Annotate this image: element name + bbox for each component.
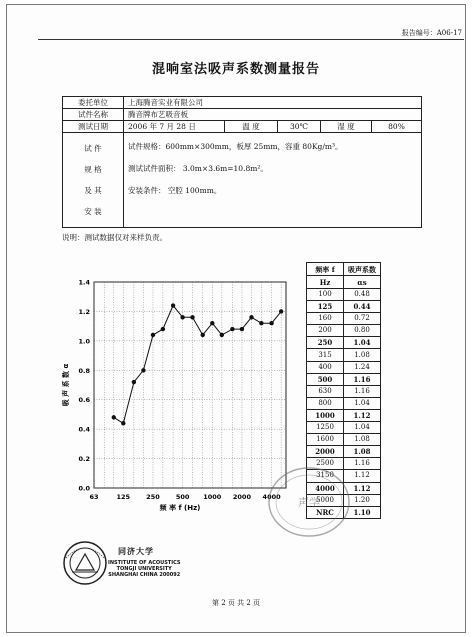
table-row <box>307 409 381 421</box>
institute-line-3: SHANGHAI CHINA 200092 <box>108 572 181 578</box>
data-point <box>279 309 283 313</box>
data-point <box>171 303 175 307</box>
freq-cell: 1250 <box>307 422 344 434</box>
freq-cell: 2000 <box>307 446 344 458</box>
data-point <box>269 321 273 325</box>
conditions-label <box>63 133 124 228</box>
coef-cell: 1.04 <box>344 422 381 434</box>
y-tick-label: 0.2 <box>78 455 90 464</box>
freq-cell: 160 <box>307 313 344 325</box>
freq-cell: 315 <box>307 349 344 361</box>
table-row <box>307 349 381 361</box>
data-point <box>249 315 253 319</box>
freq-cell: 1000 <box>307 409 344 421</box>
y-tick-label: 1.0 <box>78 337 90 346</box>
note-text: 说明：测试数据仅对来样负责。 <box>62 233 167 242</box>
table-row <box>307 397 381 409</box>
table-row <box>307 385 381 397</box>
data-point <box>132 380 136 384</box>
institute-line-2: TONGJI UNIVERSITY <box>116 566 172 572</box>
stamp-text: 声学 <box>298 496 320 509</box>
sample-label: 试件名称 <box>63 109 124 121</box>
cond-label-1: 试 件 <box>84 144 102 153</box>
x-tick-label: 250 <box>146 493 160 501</box>
spec-text: 试件规格：600mm×300mm，板厚 25mm，容重 80Kg/m³。 <box>128 142 343 151</box>
table-row <box>307 289 381 301</box>
coef-cell: 1.20 <box>344 494 381 506</box>
coef-cell: 1.08 <box>344 446 381 458</box>
table-row <box>307 422 381 434</box>
y-tick-label: 0.6 <box>78 396 90 405</box>
table-row <box>307 325 381 337</box>
data-point <box>141 368 145 372</box>
coef-header: 吸声系数 <box>344 263 381 276</box>
coef-cell: 0.44 <box>344 301 381 313</box>
coef-cell: 1.12 <box>344 482 381 494</box>
absorption-chart <box>56 262 296 524</box>
coef-symbol: αs <box>344 276 381 289</box>
freq-cell: 4000 <box>307 482 344 494</box>
client-value: 上海腾音实业有限公司 <box>124 97 422 109</box>
institute-line-1: INSTITUTE OF ACOUSTICS <box>108 560 181 566</box>
freq-cell: 125 <box>307 301 344 313</box>
freq-cell: 250 <box>307 337 344 349</box>
coef-cell: 1.12 <box>344 409 381 421</box>
data-point <box>180 315 184 319</box>
series-line <box>114 306 281 424</box>
freq-cell: 400 <box>307 361 344 373</box>
x-tick-label: 2000 <box>232 493 251 501</box>
x-tick-label: 1000 <box>203 493 222 501</box>
coef-cell: 1.16 <box>344 373 381 385</box>
y-tick-label: 1.4 <box>78 278 90 287</box>
table-row <box>307 434 381 446</box>
x-tick-label: 125 <box>116 493 131 501</box>
freq-cell: 5000 <box>307 494 344 506</box>
freq-unit: Hz <box>307 276 344 289</box>
coef-cell: 1.08 <box>344 349 381 361</box>
sample-value: 腾音牌布艺吸音板 <box>124 109 422 121</box>
freq-cell: 500 <box>307 373 344 385</box>
y-axis-label: 吸 声 系 数 α <box>62 363 70 407</box>
x-axis-label: 频 率 f (Hz) <box>159 504 201 512</box>
coef-cell: 1.08 <box>344 434 381 446</box>
x-tick-label: 4000 <box>262 493 281 501</box>
freq-cell: 800 <box>307 397 344 409</box>
data-point <box>112 415 116 419</box>
table-row <box>307 361 381 373</box>
humidity-label: 湿 度 <box>321 121 372 133</box>
mount-text: 安装条件： 空腔 100mm。 <box>128 186 222 195</box>
data-point <box>190 315 194 319</box>
y-tick-label: 0.4 <box>78 425 90 434</box>
coef-cell: 0.80 <box>344 325 381 337</box>
coef-cell: 1.24 <box>344 361 381 373</box>
x-tick-label: 500 <box>175 493 190 501</box>
coef-cell: 0.72 <box>344 313 381 325</box>
freq-cell: 200 <box>307 325 344 337</box>
freq-cell: 2500 <box>307 458 344 470</box>
freq-header: 频率 f <box>307 263 344 276</box>
page-footer: 第 2 页 共 2 页 <box>211 599 261 607</box>
nrc-value: 1.10 <box>344 506 381 518</box>
y-tick-label: 1.2 <box>78 307 90 316</box>
date-value: 2006 年 7 月 28 日 <box>124 121 225 133</box>
info-table <box>62 96 422 228</box>
tongji-logo-icon <box>62 540 108 586</box>
data-point <box>240 327 244 331</box>
nrc-label: NRC <box>307 506 344 518</box>
data-point <box>259 321 263 325</box>
table-row <box>307 301 381 313</box>
institute-address <box>108 560 180 578</box>
coef-cell: 1.12 <box>344 470 381 482</box>
coef-cell: 1.16 <box>344 458 381 470</box>
coef-cell: 1.04 <box>344 397 381 409</box>
page-title: 混响室法吸声系数测量报告 <box>151 62 320 77</box>
official-stamp <box>264 462 354 542</box>
institute-name: 同济大学 <box>118 546 154 556</box>
area-text: 测试试件面积： 3.0m×3.6m=10.8m²。 <box>128 164 268 173</box>
coef-cell: 0.48 <box>344 289 381 301</box>
cond-label-2: 规 格 <box>84 165 102 174</box>
data-point <box>121 421 125 425</box>
freq-cell: 3150 <box>307 470 344 482</box>
report-number: 报告编号：A06-17 <box>401 29 462 37</box>
humidity-value: 80% <box>372 121 422 133</box>
data-point <box>210 321 214 325</box>
temp-value: 30℃ <box>278 121 321 133</box>
y-tick-label: 0.8 <box>78 366 90 375</box>
data-point <box>161 327 165 331</box>
freq-cell: 630 <box>307 385 344 397</box>
temp-label: 温 度 <box>225 121 278 133</box>
x-tick-label: 63 <box>89 493 99 501</box>
header-rule <box>38 39 464 40</box>
table-row <box>307 337 381 349</box>
table-row <box>307 313 381 325</box>
coef-cell: 1.16 <box>344 385 381 397</box>
data-point <box>201 333 205 337</box>
y-tick-label: 0.0 <box>78 484 90 493</box>
data-point <box>220 333 224 337</box>
coef-cell: 1.04 <box>344 337 381 349</box>
client-label: 委托单位 <box>63 97 124 109</box>
cond-label-3: 及 其 <box>84 186 102 195</box>
cond-label-4: 安 装 <box>84 207 102 216</box>
data-point <box>230 327 234 331</box>
date-label: 测试日期 <box>63 121 124 133</box>
table-row <box>307 446 381 458</box>
freq-cell: 1600 <box>307 434 344 446</box>
plot-frame <box>94 282 286 488</box>
conditions-value <box>124 133 422 228</box>
data-point <box>151 333 155 337</box>
freq-cell: 100 <box>307 289 344 301</box>
table-row <box>307 373 381 385</box>
